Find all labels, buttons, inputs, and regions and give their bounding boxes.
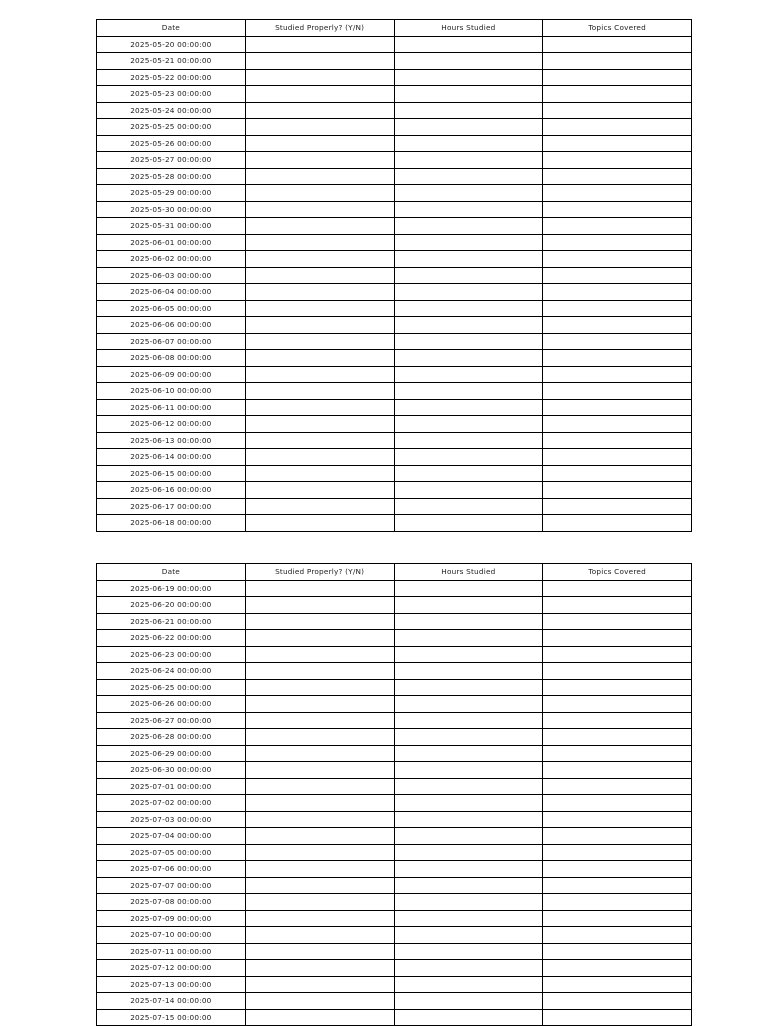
studied-properly-cell[interactable]: [245, 333, 394, 350]
topics-covered-cell[interactable]: [543, 976, 692, 993]
header-studied-properly: Studied Properly? (Y/N): [245, 20, 394, 37]
topics-covered-cell[interactable]: [543, 811, 692, 828]
hours-studied-cell[interactable]: [394, 36, 543, 53]
studied-properly-cell[interactable]: [245, 828, 394, 845]
topics-covered-cell[interactable]: [543, 300, 692, 317]
table-row: [97, 729, 692, 746]
studied-properly-cell[interactable]: [245, 712, 394, 729]
topics-covered-cell[interactable]: [543, 861, 692, 878]
date-cell: 2025-06-07 00:00:00: [97, 333, 246, 350]
studied-properly-cell[interactable]: [245, 350, 394, 367]
hours-studied-cell[interactable]: [394, 894, 543, 911]
topics-covered-cell[interactable]: [543, 449, 692, 466]
date-cell: 2025-06-09 00:00:00: [97, 366, 246, 383]
studied-properly-cell[interactable]: [245, 36, 394, 53]
topics-covered-cell[interactable]: [543, 498, 692, 515]
table-row: [97, 350, 692, 367]
topics-covered-cell[interactable]: [543, 515, 692, 532]
table-row: [97, 317, 692, 334]
date-cell: 2025-06-05 00:00:00: [97, 300, 246, 317]
table-row: [97, 894, 692, 911]
hours-studied-cell[interactable]: [394, 69, 543, 86]
topics-covered-cell[interactable]: [543, 267, 692, 284]
table-row: [97, 515, 692, 532]
date-cell: 2025-06-29 00:00:00: [97, 745, 246, 762]
table-row: [97, 449, 692, 466]
table-row: [97, 844, 692, 861]
studied-properly-cell[interactable]: [245, 844, 394, 861]
date-cell: 2025-06-26 00:00:00: [97, 696, 246, 713]
studied-properly-cell[interactable]: [245, 498, 394, 515]
table-row: [97, 679, 692, 696]
topics-covered-cell[interactable]: [543, 350, 692, 367]
topics-covered-cell[interactable]: [543, 383, 692, 400]
hours-studied-cell[interactable]: [394, 910, 543, 927]
date-cell: 2025-06-21 00:00:00: [97, 613, 246, 630]
table-row: [97, 613, 692, 630]
topics-covered-cell[interactable]: [543, 53, 692, 70]
topics-covered-cell[interactable]: [543, 251, 692, 268]
hours-studied-cell[interactable]: [394, 993, 543, 1010]
topics-covered-cell[interactable]: [543, 580, 692, 597]
date-cell: 2025-07-10 00:00:00: [97, 927, 246, 944]
hours-studied-cell[interactable]: [394, 284, 543, 301]
hours-studied-cell[interactable]: [394, 383, 543, 400]
hours-studied-cell[interactable]: [394, 646, 543, 663]
date-cell: 2025-06-12 00:00:00: [97, 416, 246, 433]
table-row: [97, 877, 692, 894]
topics-covered-cell[interactable]: [543, 234, 692, 251]
studied-properly-cell[interactable]: [245, 86, 394, 103]
topics-covered-cell[interactable]: [543, 745, 692, 762]
studied-properly-cell[interactable]: [245, 284, 394, 301]
date-cell: 2025-06-01 00:00:00: [97, 234, 246, 251]
date-cell: 2025-05-26 00:00:00: [97, 135, 246, 152]
hours-studied-cell[interactable]: [394, 1009, 543, 1026]
topics-covered-cell[interactable]: [543, 960, 692, 977]
studied-properly-cell[interactable]: [245, 762, 394, 779]
table-row: [97, 943, 692, 960]
topics-covered-cell[interactable]: [543, 778, 692, 795]
date-cell: 2025-07-15 00:00:00: [97, 1009, 246, 1026]
date-cell: 2025-07-01 00:00:00: [97, 778, 246, 795]
topics-covered-cell[interactable]: [543, 102, 692, 119]
table-row: [97, 465, 692, 482]
table-row: [97, 300, 692, 317]
studied-properly-cell[interactable]: [245, 927, 394, 944]
topics-covered-cell[interactable]: [543, 135, 692, 152]
table-row: [97, 811, 692, 828]
hours-studied-cell[interactable]: [394, 828, 543, 845]
studied-properly-cell[interactable]: [245, 432, 394, 449]
hours-studied-cell[interactable]: [394, 53, 543, 70]
hours-studied-cell[interactable]: [394, 399, 543, 416]
studied-properly-cell[interactable]: [245, 317, 394, 334]
studied-properly-cell[interactable]: [245, 135, 394, 152]
studied-properly-cell[interactable]: [245, 811, 394, 828]
table-row: [97, 86, 692, 103]
date-cell: 2025-06-22 00:00:00: [97, 630, 246, 647]
date-cell: 2025-06-08 00:00:00: [97, 350, 246, 367]
hours-studied-cell[interactable]: [394, 201, 543, 218]
table-row: [97, 1009, 692, 1026]
topics-covered-cell[interactable]: [543, 762, 692, 779]
topics-covered-cell[interactable]: [543, 482, 692, 499]
topics-covered-cell[interactable]: [543, 679, 692, 696]
table-row: [97, 828, 692, 845]
date-cell: 2025-07-09 00:00:00: [97, 910, 246, 927]
table-row: [97, 53, 692, 70]
table-row: [97, 366, 692, 383]
hours-studied-cell[interactable]: [394, 218, 543, 235]
hours-studied-cell[interactable]: [394, 185, 543, 202]
hours-studied-cell[interactable]: [394, 679, 543, 696]
table-row: [97, 234, 692, 251]
studied-properly-cell[interactable]: [245, 795, 394, 812]
table-row: [97, 498, 692, 515]
table-row: [97, 663, 692, 680]
hours-studied-cell[interactable]: [394, 630, 543, 647]
hours-studied-cell[interactable]: [394, 943, 543, 960]
date-cell: 2025-05-29 00:00:00: [97, 185, 246, 202]
table-row: [97, 432, 692, 449]
hours-studied-cell[interactable]: [394, 119, 543, 136]
hours-studied-cell[interactable]: [394, 762, 543, 779]
studied-properly-cell[interactable]: [245, 778, 394, 795]
studied-properly-cell[interactable]: [245, 69, 394, 86]
topics-covered-cell[interactable]: [543, 646, 692, 663]
table-row: [97, 102, 692, 119]
studied-properly-cell[interactable]: [245, 663, 394, 680]
studied-properly-cell[interactable]: [245, 251, 394, 268]
hours-studied-cell[interactable]: [394, 597, 543, 614]
date-cell: 2025-07-13 00:00:00: [97, 976, 246, 993]
date-cell: 2025-06-13 00:00:00: [97, 432, 246, 449]
date-cell: 2025-07-11 00:00:00: [97, 943, 246, 960]
hours-studied-cell[interactable]: [394, 234, 543, 251]
date-cell: 2025-06-24 00:00:00: [97, 663, 246, 680]
date-cell: 2025-06-30 00:00:00: [97, 762, 246, 779]
hours-studied-cell[interactable]: [394, 350, 543, 367]
studied-properly-cell[interactable]: [245, 679, 394, 696]
table-row: [97, 927, 692, 944]
date-cell: 2025-05-27 00:00:00: [97, 152, 246, 169]
studied-properly-cell[interactable]: [245, 366, 394, 383]
table-row: [97, 597, 692, 614]
date-cell: 2025-05-20 00:00:00: [97, 36, 246, 53]
studied-properly-cell[interactable]: [245, 960, 394, 977]
date-cell: 2025-06-19 00:00:00: [97, 580, 246, 597]
studied-properly-cell[interactable]: [245, 102, 394, 119]
date-cell: 2025-05-30 00:00:00: [97, 201, 246, 218]
topics-covered-cell[interactable]: [543, 218, 692, 235]
table-row: [97, 960, 692, 977]
topics-covered-cell[interactable]: [543, 152, 692, 169]
hours-studied-cell[interactable]: [394, 251, 543, 268]
studied-properly-cell[interactable]: [245, 630, 394, 647]
hours-studied-cell[interactable]: [394, 613, 543, 630]
date-cell: 2025-07-03 00:00:00: [97, 811, 246, 828]
topics-covered-cell[interactable]: [543, 795, 692, 812]
topics-covered-cell[interactable]: [543, 416, 692, 433]
date-cell: 2025-07-02 00:00:00: [97, 795, 246, 812]
table-row: [97, 910, 692, 927]
studied-properly-cell[interactable]: [245, 201, 394, 218]
topics-covered-cell[interactable]: [543, 993, 692, 1010]
table-row: [97, 646, 692, 663]
hours-studied-cell[interactable]: [394, 745, 543, 762]
header-row: [97, 564, 692, 581]
hours-studied-cell[interactable]: [394, 317, 543, 334]
topics-covered-cell[interactable]: [543, 86, 692, 103]
table-row: [97, 580, 692, 597]
table-row: [97, 251, 692, 268]
hours-studied-cell[interactable]: [394, 449, 543, 466]
hours-studied-cell[interactable]: [394, 366, 543, 383]
hours-studied-cell[interactable]: [394, 729, 543, 746]
topics-covered-cell[interactable]: [543, 201, 692, 218]
studied-properly-cell[interactable]: [245, 119, 394, 136]
studied-properly-cell[interactable]: [245, 482, 394, 499]
header-row: [97, 20, 692, 37]
header-topics-covered: Topics Covered: [543, 564, 692, 581]
table-row: [97, 218, 692, 235]
date-cell: 2025-05-24 00:00:00: [97, 102, 246, 119]
table-row: [97, 201, 692, 218]
topics-covered-cell[interactable]: [543, 333, 692, 350]
hours-studied-cell[interactable]: [394, 465, 543, 482]
topics-covered-cell[interactable]: [543, 465, 692, 482]
table-row: [97, 119, 692, 136]
table-row: [97, 778, 692, 795]
topics-covered-cell[interactable]: [543, 69, 692, 86]
studied-properly-cell[interactable]: [245, 943, 394, 960]
date-cell: 2025-07-05 00:00:00: [97, 844, 246, 861]
date-cell: 2025-06-27 00:00:00: [97, 712, 246, 729]
date-cell: 2025-06-04 00:00:00: [97, 284, 246, 301]
hours-studied-cell[interactable]: [394, 86, 543, 103]
topics-covered-cell[interactable]: [543, 696, 692, 713]
hours-studied-cell[interactable]: [394, 300, 543, 317]
topics-covered-cell[interactable]: [543, 630, 692, 647]
table-row: [97, 993, 692, 1010]
topics-covered-cell[interactable]: [543, 927, 692, 944]
hours-studied-cell[interactable]: [394, 515, 543, 532]
study-log-table-1: [96, 19, 692, 532]
header-topics-covered: Topics Covered: [543, 20, 692, 37]
date-cell: 2025-07-08 00:00:00: [97, 894, 246, 911]
study-log-table-2: [96, 563, 692, 1026]
studied-properly-cell[interactable]: [245, 1009, 394, 1026]
table-row: [97, 482, 692, 499]
studied-properly-cell[interactable]: [245, 976, 394, 993]
date-cell: 2025-05-31 00:00:00: [97, 218, 246, 235]
date-cell: 2025-06-18 00:00:00: [97, 515, 246, 532]
hours-studied-cell[interactable]: [394, 580, 543, 597]
date-cell: 2025-07-04 00:00:00: [97, 828, 246, 845]
topics-covered-cell[interactable]: [543, 613, 692, 630]
topics-covered-cell[interactable]: [543, 597, 692, 614]
table-row: [97, 383, 692, 400]
hours-studied-cell[interactable]: [394, 976, 543, 993]
table-row: [97, 36, 692, 53]
topics-covered-cell[interactable]: [543, 910, 692, 927]
date-cell: 2025-07-14 00:00:00: [97, 993, 246, 1010]
date-cell: 2025-05-23 00:00:00: [97, 86, 246, 103]
hours-studied-cell[interactable]: [394, 927, 543, 944]
table-row: [97, 762, 692, 779]
table-row: [97, 416, 692, 433]
studied-properly-cell[interactable]: [245, 910, 394, 927]
table-row: [97, 135, 692, 152]
hours-studied-cell[interactable]: [394, 267, 543, 284]
header-date: Date: [97, 564, 246, 581]
table-row: [97, 861, 692, 878]
hours-studied-cell[interactable]: [394, 861, 543, 878]
date-cell: 2025-06-14 00:00:00: [97, 449, 246, 466]
date-cell: 2025-06-28 00:00:00: [97, 729, 246, 746]
table-row: [97, 284, 692, 301]
hours-studied-cell[interactable]: [394, 960, 543, 977]
date-cell: 2025-05-25 00:00:00: [97, 119, 246, 136]
studied-properly-cell[interactable]: [245, 861, 394, 878]
date-cell: 2025-06-06 00:00:00: [97, 317, 246, 334]
topics-covered-cell[interactable]: [543, 894, 692, 911]
table-row: [97, 152, 692, 169]
header-date: Date: [97, 20, 246, 37]
date-cell: 2025-06-25 00:00:00: [97, 679, 246, 696]
table-row: [97, 696, 692, 713]
studied-properly-cell[interactable]: [245, 218, 394, 235]
table-row: [97, 267, 692, 284]
topics-covered-cell[interactable]: [543, 168, 692, 185]
hours-studied-cell[interactable]: [394, 795, 543, 812]
date-cell: 2025-06-16 00:00:00: [97, 482, 246, 499]
hours-studied-cell[interactable]: [394, 712, 543, 729]
topics-covered-cell[interactable]: [543, 729, 692, 746]
topics-covered-cell[interactable]: [543, 877, 692, 894]
studied-properly-cell[interactable]: [245, 465, 394, 482]
studied-properly-cell[interactable]: [245, 613, 394, 630]
studied-properly-cell[interactable]: [245, 399, 394, 416]
studied-properly-cell[interactable]: [245, 696, 394, 713]
date-cell: 2025-06-15 00:00:00: [97, 465, 246, 482]
topics-covered-cell[interactable]: [543, 828, 692, 845]
topics-covered-cell[interactable]: [543, 185, 692, 202]
topics-covered-cell[interactable]: [543, 399, 692, 416]
topics-covered-cell[interactable]: [543, 36, 692, 53]
studied-properly-cell[interactable]: [245, 597, 394, 614]
topics-covered-cell[interactable]: [543, 1009, 692, 1026]
date-cell: 2025-05-22 00:00:00: [97, 69, 246, 86]
date-cell: 2025-07-07 00:00:00: [97, 877, 246, 894]
date-cell: 2025-06-23 00:00:00: [97, 646, 246, 663]
studied-properly-cell[interactable]: [245, 515, 394, 532]
hours-studied-cell[interactable]: [394, 844, 543, 861]
hours-studied-cell[interactable]: [394, 333, 543, 350]
studied-properly-cell[interactable]: [245, 168, 394, 185]
studied-properly-cell[interactable]: [245, 185, 394, 202]
hours-studied-cell[interactable]: [394, 168, 543, 185]
hours-studied-cell[interactable]: [394, 811, 543, 828]
studied-properly-cell[interactable]: [245, 877, 394, 894]
date-cell: 2025-06-10 00:00:00: [97, 383, 246, 400]
studied-properly-cell[interactable]: [245, 152, 394, 169]
topics-covered-cell[interactable]: [543, 943, 692, 960]
hours-studied-cell[interactable]: [394, 663, 543, 680]
topics-covered-cell[interactable]: [543, 844, 692, 861]
studied-properly-cell[interactable]: [245, 53, 394, 70]
studied-properly-cell[interactable]: [245, 234, 394, 251]
hours-studied-cell[interactable]: [394, 135, 543, 152]
date-cell: 2025-07-06 00:00:00: [97, 861, 246, 878]
table-row: [97, 168, 692, 185]
topics-covered-cell[interactable]: [543, 119, 692, 136]
date-cell: 2025-05-21 00:00:00: [97, 53, 246, 70]
hours-studied-cell[interactable]: [394, 152, 543, 169]
hours-studied-cell[interactable]: [394, 498, 543, 515]
hours-studied-cell[interactable]: [394, 416, 543, 433]
studied-properly-cell[interactable]: [245, 383, 394, 400]
hours-studied-cell[interactable]: [394, 432, 543, 449]
studied-properly-cell[interactable]: [245, 993, 394, 1010]
hours-studied-cell[interactable]: [394, 696, 543, 713]
topics-covered-cell[interactable]: [543, 432, 692, 449]
header-hours-studied: Hours Studied: [394, 20, 543, 37]
date-cell: 2025-06-17 00:00:00: [97, 498, 246, 515]
studied-properly-cell[interactable]: [245, 745, 394, 762]
table-row: [97, 630, 692, 647]
studied-properly-cell[interactable]: [245, 416, 394, 433]
studied-properly-cell[interactable]: [245, 894, 394, 911]
date-cell: 2025-07-12 00:00:00: [97, 960, 246, 977]
table-row: [97, 399, 692, 416]
topics-covered-cell[interactable]: [543, 663, 692, 680]
header-hours-studied: Hours Studied: [394, 564, 543, 581]
table-row: [97, 745, 692, 762]
studied-properly-cell[interactable]: [245, 646, 394, 663]
topics-covered-cell[interactable]: [543, 317, 692, 334]
studied-properly-cell[interactable]: [245, 267, 394, 284]
hours-studied-cell[interactable]: [394, 102, 543, 119]
date-cell: 2025-06-03 00:00:00: [97, 267, 246, 284]
table-row: [97, 712, 692, 729]
topics-covered-cell[interactable]: [543, 712, 692, 729]
date-cell: 2025-06-20 00:00:00: [97, 597, 246, 614]
studied-properly-cell[interactable]: [245, 580, 394, 597]
hours-studied-cell[interactable]: [394, 778, 543, 795]
topics-covered-cell[interactable]: [543, 284, 692, 301]
hours-studied-cell[interactable]: [394, 482, 543, 499]
date-cell: 2025-05-28 00:00:00: [97, 168, 246, 185]
date-cell: 2025-06-11 00:00:00: [97, 399, 246, 416]
table-row: [97, 795, 692, 812]
studied-properly-cell[interactable]: [245, 729, 394, 746]
date-cell: 2025-06-02 00:00:00: [97, 251, 246, 268]
table-row: [97, 976, 692, 993]
studied-properly-cell[interactable]: [245, 449, 394, 466]
topics-covered-cell[interactable]: [543, 366, 692, 383]
hours-studied-cell[interactable]: [394, 877, 543, 894]
table-row: [97, 333, 692, 350]
table-row: [97, 69, 692, 86]
header-studied-properly: Studied Properly? (Y/N): [245, 564, 394, 581]
studied-properly-cell[interactable]: [245, 300, 394, 317]
table-row: [97, 185, 692, 202]
